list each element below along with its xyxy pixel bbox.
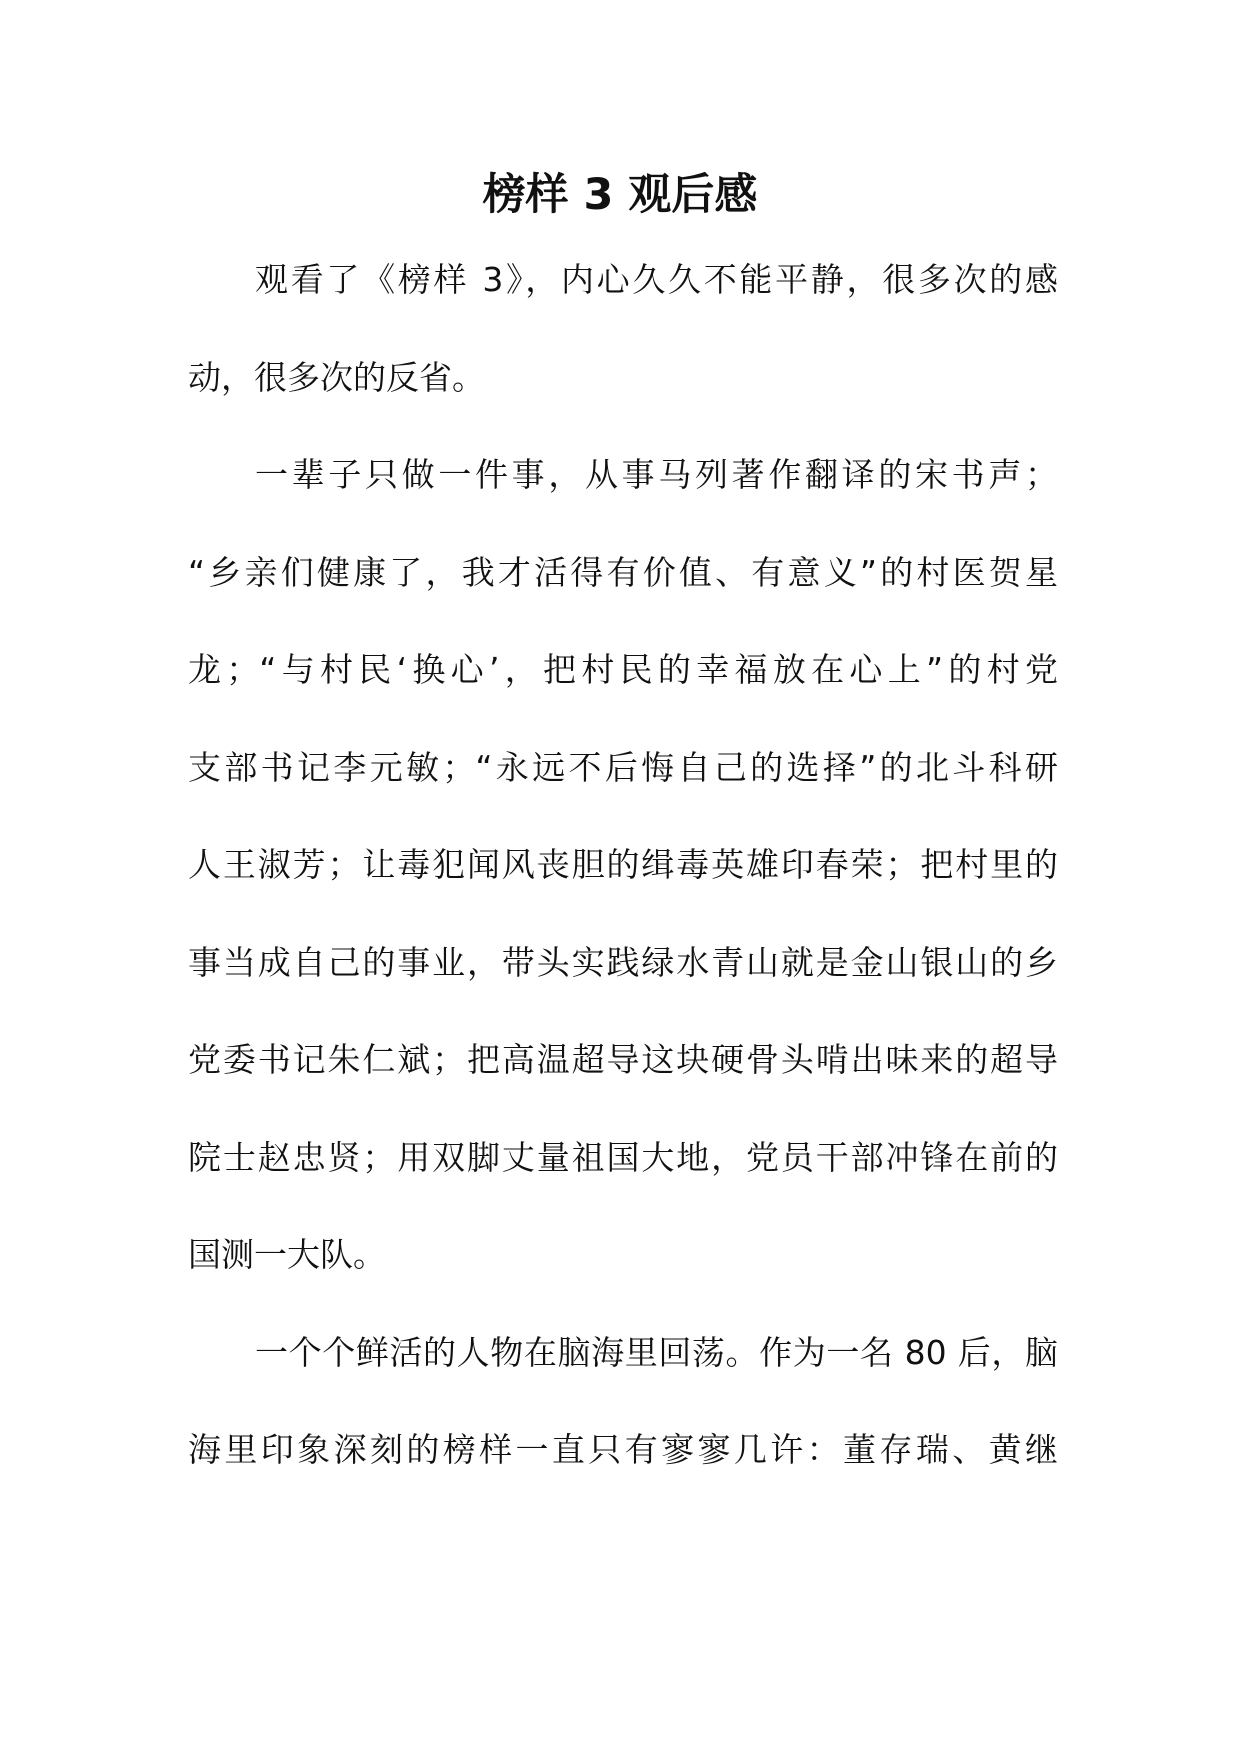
paragraph-2-line-4: 支部书记李元敏；“永远不后悔自己的选择”的北斗科研: [188, 748, 1058, 787]
document-title: 榜样 3 观后感: [482, 170, 758, 220]
paragraph-3-line-1: 一个个鲜活的人物在脑海里回荡。作为一名 80 后，脑: [255, 1333, 1058, 1372]
paragraph-2-line-2: “乡亲们健康了，我才活得有价值、有意义”的村医贺星: [188, 553, 1058, 592]
paragraph-2-line-5: 人王淑芳；让毒犯闻风丧胆的缉毒英雄印春荣；把村里的: [188, 845, 1058, 884]
paragraph-2-line-9: 国测一大队。: [188, 1235, 386, 1274]
paragraph-1-line-1: 观看了《榜样 3》，内心久久不能平静，很多次的感: [255, 260, 1058, 299]
paragraph-2-line-6: 事当成自己的事业，带头实践绿水青山就是金山银山的乡: [188, 943, 1058, 982]
paragraph-2-line-8: 院士赵忠贤；用双脚丈量祖国大地，党员干部冲锋在前的: [188, 1138, 1058, 1177]
paragraph-2-line-3: 龙；“与村民‘换心’，把村民的幸福放在心上”的村党: [188, 650, 1058, 689]
paragraph-3-line-2: 海里印象深刻的榜样一直只有寥寥几许：董存瑞、黄继: [188, 1430, 1058, 1469]
paragraph-2-line-1: 一辈子只做一件事，从事马列著作翻译的宋书声；: [255, 455, 1058, 494]
paragraph-2-line-7: 党委书记朱仁斌；把高温超导这块硬骨头啃出味来的超导: [188, 1040, 1058, 1079]
paragraph-1-line-2: 动，很多次的反省。: [188, 358, 485, 397]
